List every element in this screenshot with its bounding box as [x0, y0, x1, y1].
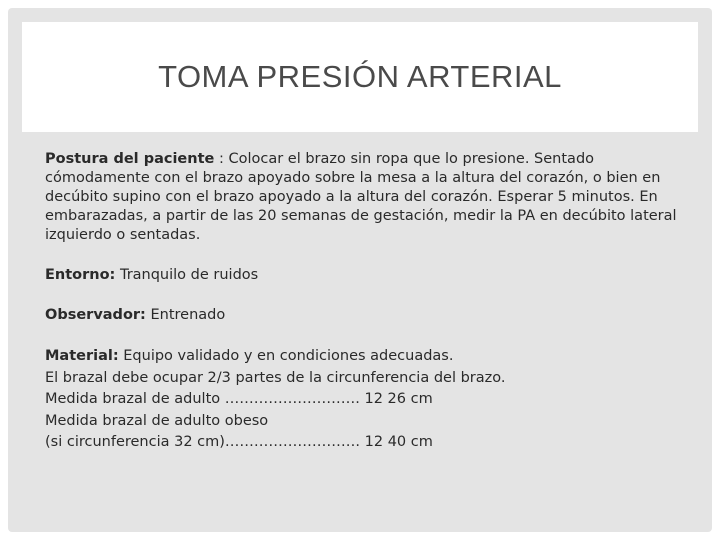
title-box [22, 22, 698, 132]
material-line-4: Medida brazal de adulto obeso [45, 412, 269, 429]
slide-content [45, 150, 690, 454]
postura-label: Postura del paciente [45, 151, 215, 167]
material-paragraph [45, 346, 690, 454]
entorno-label: Entorno: [45, 267, 116, 283]
slide-title: TOMA PRESIÓN ARTERIAL [158, 59, 562, 94]
entorno-text: Tranquilo de ruidos [115, 267, 259, 283]
postura-paragraph [45, 150, 690, 245]
material-line-3: Medida brazal de adulto ………………………. 12 26 cm [45, 391, 433, 407]
material-label: Material: [45, 348, 119, 364]
material-text: Equipo validado y en condiciones adecuadas. [118, 348, 454, 364]
observador-paragraph [45, 306, 690, 325]
material-line-2: El brazal debe ocupar 2/3 partes de la circunferencia del brazo. [45, 369, 506, 386]
observador-text: Entrenado [145, 307, 226, 323]
entorno-paragraph [45, 266, 690, 285]
observador-label: Observador: [45, 307, 146, 323]
material-line-1 [45, 346, 515, 368]
slide [8, 8, 712, 532]
postura-text: : Colocar el brazo sin ropa que lo presione. Sentado cómodamente con el brazo apoyado sobre la mesa a la altura del corazón, o bien en decúbito supino con el brazo apoyado a la altura del corazón. Esperar 5 minutos. En embarazadas, a partir de las 20 semanas de gestación, medir la PA en decúbito lateral izquierdo o sentadas. [45, 151, 677, 243]
material-line-5: (si circunferencia 32 cm)………………………. 12 40 cm [45, 434, 433, 450]
